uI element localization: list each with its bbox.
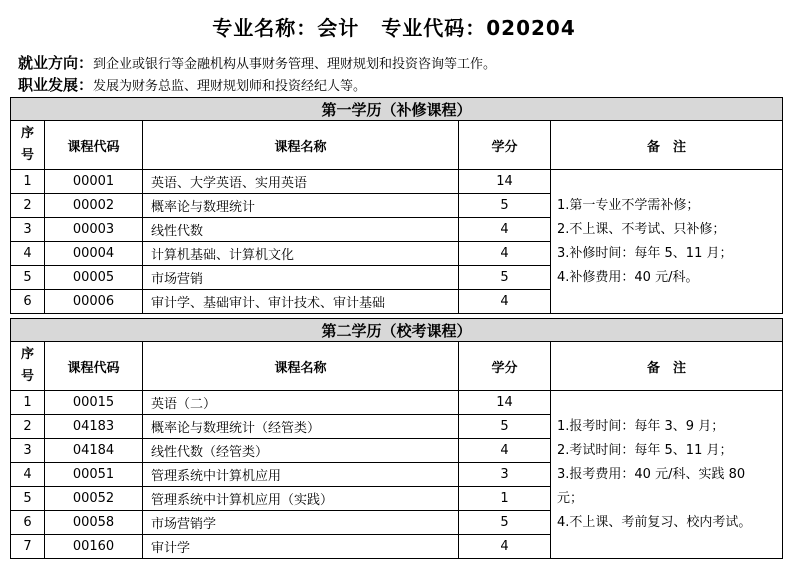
course-name: 市场营销学	[143, 511, 459, 535]
course-name: 审计学、基础审计、审计技术、审计基础	[143, 290, 459, 314]
course-credit: 14	[459, 170, 551, 194]
section-title: 第二学历（校考课程）	[11, 319, 783, 342]
row-index: 5	[11, 266, 45, 290]
note-line: 3.报考费用：40 元/科、实践 80	[557, 466, 746, 482]
course-code: 00052	[45, 487, 143, 511]
row-index: 4	[11, 242, 45, 266]
course-credit: 5	[459, 194, 551, 218]
note-line: 元；	[557, 490, 584, 506]
row-index: 2	[11, 194, 45, 218]
course-credit: 1	[459, 487, 551, 511]
course-name: 英语、大学英语、实用英语	[143, 170, 459, 194]
page-title	[0, 12, 788, 41]
course-name: 概率论与数理统计（经管类）	[143, 415, 459, 439]
row-index: 1	[11, 391, 45, 415]
course-credit: 5	[459, 511, 551, 535]
note-line: 3.补修时间：每年 5、11 月；	[557, 245, 733, 261]
row-index: 3	[11, 218, 45, 242]
header-index: 序 号	[11, 121, 45, 170]
table-row	[11, 170, 783, 194]
row-index: 6	[11, 290, 45, 314]
course-credit: 4	[459, 242, 551, 266]
course-code: 00058	[45, 511, 143, 535]
row-index: 6	[11, 511, 45, 535]
course-code: 00015	[45, 391, 143, 415]
header-note: 备 注	[551, 342, 783, 391]
course-code: 00160	[45, 535, 143, 559]
course-code: 00051	[45, 463, 143, 487]
course-credit: 5	[459, 266, 551, 290]
table-row	[11, 391, 783, 415]
header-credit: 学分	[459, 342, 551, 391]
header-name: 课程名称	[143, 342, 459, 391]
course-code: 00003	[45, 218, 143, 242]
course-code: 00005	[45, 266, 143, 290]
career-label: 职业发展：	[18, 76, 94, 94]
course-name: 审计学	[143, 535, 459, 559]
course-name: 管理系统中计算机应用（实践）	[143, 487, 459, 511]
course-code: 00004	[45, 242, 143, 266]
major-name: 专业名称：会计	[212, 16, 360, 40]
course-credit: 3	[459, 463, 551, 487]
course-credit: 14	[459, 391, 551, 415]
row-index: 7	[11, 535, 45, 559]
course-name: 线性代数（经管类）	[143, 439, 459, 463]
course-code: 04184	[45, 439, 143, 463]
row-index: 5	[11, 487, 45, 511]
course-code: 00002	[45, 194, 143, 218]
course-name: 概率论与数理统计	[143, 194, 459, 218]
notes-cell	[551, 391, 783, 559]
employment-label: 就业方向：	[18, 54, 94, 72]
course-table-first	[10, 97, 783, 314]
note-line: 2.考试时间：每年 5、11 月；	[557, 442, 733, 458]
career-development	[18, 74, 366, 95]
header-credit: 学分	[459, 121, 551, 170]
note-line: 2.不上课、不考试、只补修；	[557, 221, 726, 237]
major-code: 专业代码：020204	[381, 16, 576, 40]
course-table-second	[10, 318, 783, 559]
employment-direction	[18, 52, 496, 73]
header-code: 课程代码	[45, 121, 143, 170]
header-name: 课程名称	[143, 121, 459, 170]
header-note: 备 注	[551, 121, 783, 170]
header-index: 序 号	[11, 342, 45, 391]
note-line: 1.报考时间：每年 3、9 月；	[557, 418, 725, 434]
row-index: 2	[11, 415, 45, 439]
course-name: 市场营销	[143, 266, 459, 290]
course-name: 英语（二）	[143, 391, 459, 415]
course-credit: 4	[459, 535, 551, 559]
note-line: 4.不上课、考前复习、校内考试。	[557, 514, 752, 530]
notes-cell	[551, 170, 783, 314]
note-line: 1.第一专业不学需补修；	[557, 197, 700, 213]
header-code: 课程代码	[45, 342, 143, 391]
course-credit: 4	[459, 290, 551, 314]
course-name: 线性代数	[143, 218, 459, 242]
course-credit: 4	[459, 218, 551, 242]
course-name: 管理系统中计算机应用	[143, 463, 459, 487]
course-code: 00006	[45, 290, 143, 314]
course-credit: 4	[459, 439, 551, 463]
career-text: 发展为财务总监、理财规划师和投资经纪人等。	[93, 79, 367, 94]
course-name: 计算机基础、计算机文化	[143, 242, 459, 266]
course-code: 00001	[45, 170, 143, 194]
section-title: 第一学历（补修课程）	[11, 98, 783, 121]
row-index: 4	[11, 463, 45, 487]
employment-text: 到企业或银行等金融机构从事财务管理、理财规划和投资咨询等工作。	[93, 57, 497, 72]
course-credit: 5	[459, 415, 551, 439]
row-index: 1	[11, 170, 45, 194]
course-code: 04183	[45, 415, 143, 439]
note-line: 4.补修费用：40 元/科。	[557, 269, 699, 285]
row-index: 3	[11, 439, 45, 463]
